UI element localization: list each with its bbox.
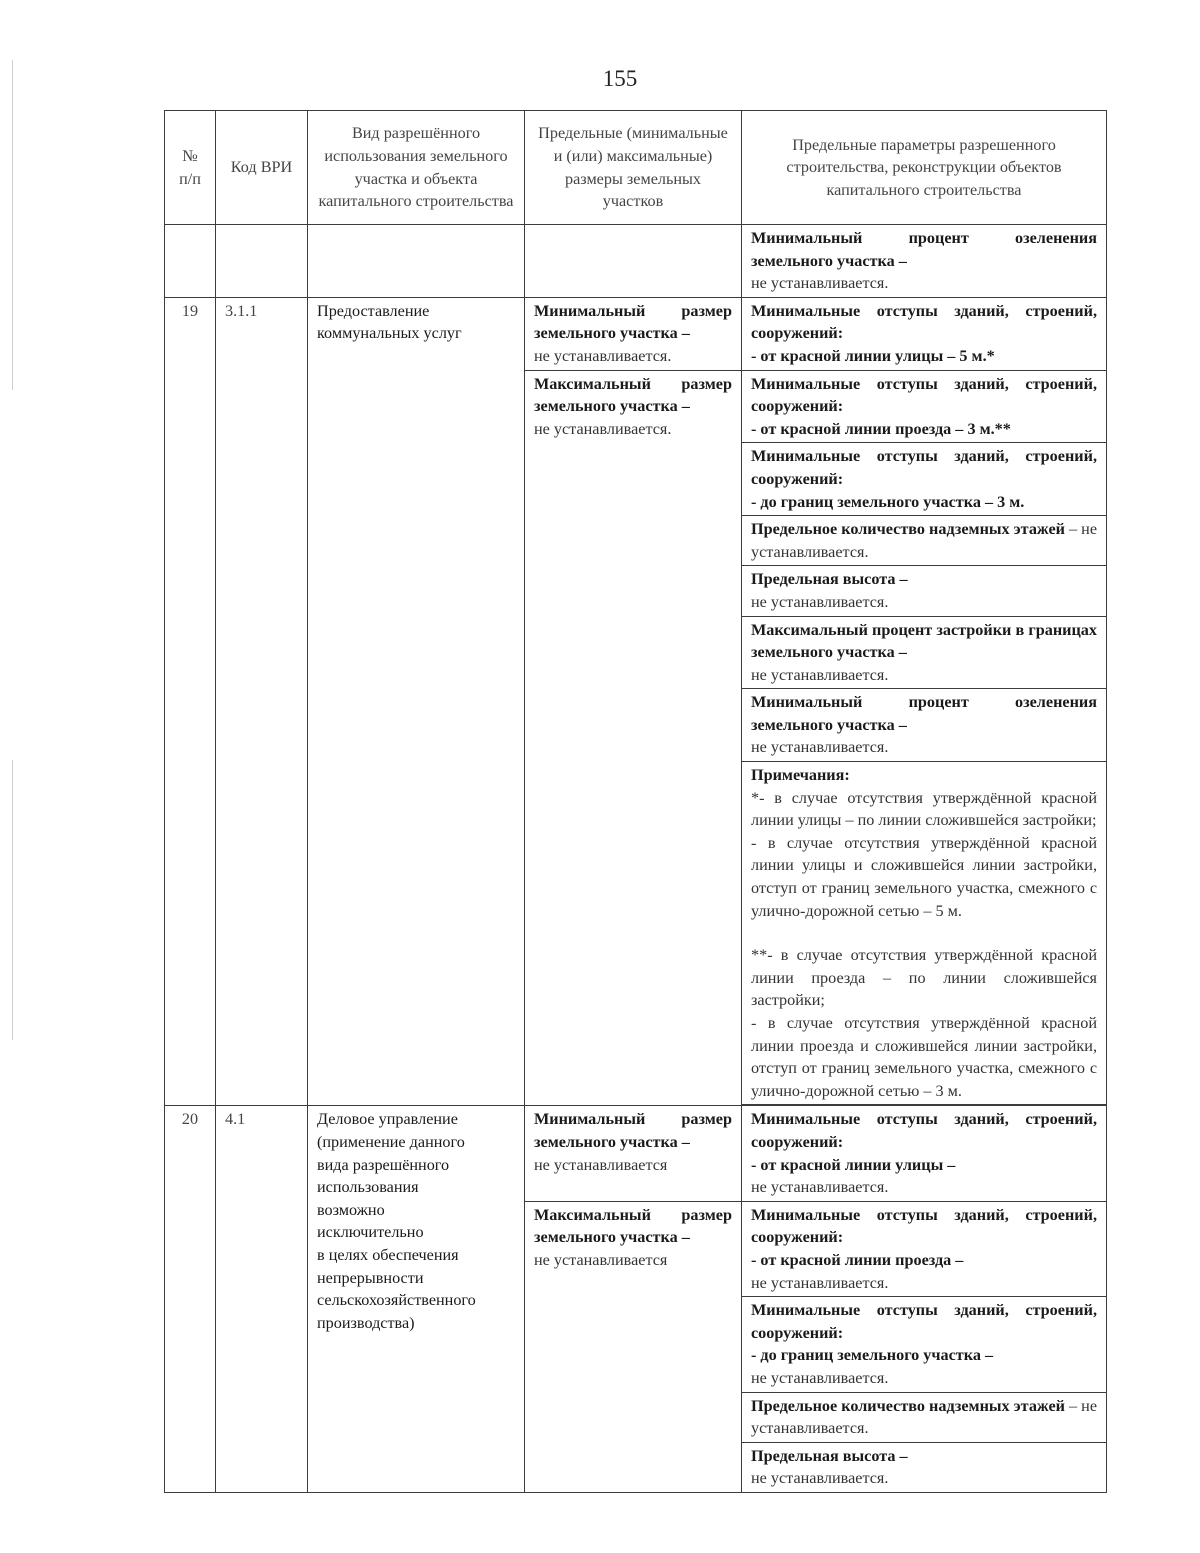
row-code: 3.1.1 [216,297,308,1106]
param-cell [742,297,1107,370]
note-text: *- в случае отсутствия утверждённой красной линии улицы – по линии сложившейся застройки; [751,788,1097,830]
param-cell [742,1297,1107,1392]
header-num: № п/п [165,111,216,225]
cell-empty [525,225,742,298]
note-text: - в случае отсутствия утверждённой красной линии проезда и сложившейся линии застройки, отступ от границ земельного участка, смежного с улично-дорожной сетью – 3 м. [751,1014,1097,1100]
table-header-row [165,111,1107,225]
param-detail: - от красной линии улицы – [751,1155,956,1174]
scan-margin-line [12,760,13,1040]
notes-title: Примечания: [751,766,850,785]
min-size-value: не устанавливается. [534,346,672,365]
table-row-20 [165,1106,1107,1201]
param-detail: - от красной линии улицы – 5 м.* [751,346,995,365]
note-gap [751,922,1097,944]
param-cell [742,1392,1107,1442]
row-use-type [308,1106,525,1493]
min-size-cell [525,1106,742,1201]
param-value: не устанавливается. [751,592,889,611]
param-cell [742,1106,1107,1201]
param-title: Минимальные отступы зданий, строений, сооружений: [751,1110,1097,1151]
cell-empty [165,225,216,298]
param-value: не устанавливается. [751,1178,889,1197]
param-title: Минимальный процент озеленения земельного участка – [751,693,1097,734]
permitted-use-table [164,110,1107,1493]
param-title: Предельная высота – [751,1446,908,1465]
param-value: не устанавливается. [751,738,889,757]
row-number: 20 [165,1106,216,1493]
param-title: Минимальные отступы зданий, строений, сооружений: [751,374,1097,416]
param-title: Минимальные отступы зданий, строений, сооружений: [751,1301,1097,1342]
param-value: – не устанавливается. [751,1396,1098,1438]
use-type-line: вида разрешённого [317,1155,450,1174]
cell-empty [308,225,525,298]
param-value: не устанавливается. [751,1469,889,1488]
page-number: 155 [602,66,638,91]
header-plot-sizes: Предельные (минимальные и (или) максимальные) размеры земельных участков [525,111,742,225]
use-type-line: использования [317,1178,419,1197]
row-number: 19 [165,297,216,1106]
param-title: Предельное количество надземных этажей [751,1396,1065,1415]
max-size-cell [525,1201,742,1492]
row-use-type: Предоставление коммунальных услуг [308,297,525,1106]
param-value: не устанавливается. [751,1368,889,1387]
header-build-params: Предельные параметры разрешенного строительства, реконструкции объектов капитального строительства [742,111,1107,225]
param-cell [742,516,1107,566]
use-type-line: возможно [317,1200,385,1219]
param-title: Предельное количество надземных этажей [751,520,1065,539]
min-size-value: не устанавливается [534,1155,668,1174]
param-detail: - до границ земельного участка – [751,1346,994,1365]
use-type-line: исключительно [317,1223,424,1242]
param-value: – не устанавливается. [751,520,1098,561]
row-code: 4.1 [216,1106,308,1493]
use-type-line: непрерывности [317,1268,424,1287]
param-cell [742,370,1107,443]
param-cell [742,689,1107,762]
param-cell [742,616,1107,689]
note-text: - в случае отсутствия утверждённой красной линии улицы и сложившейся линии застройки, отступ от границ земельного участка, смежного с улично-дорожной сетью – 5 м. [751,833,1097,920]
header-use-type: Вид разрешённого использования земельного участка и объекта капитального строительства [308,111,525,225]
param-cell [742,566,1107,616]
use-type-line: Деловое управление [317,1110,458,1129]
max-size-value: не устанавливается [534,1250,668,1269]
use-type-line: (применение данного [317,1132,465,1151]
param-title: Предельная высота – [751,570,908,589]
use-type-line: сельскохозяйственного [317,1291,476,1310]
max-size-value: не устанавливается. [534,419,672,438]
use-type-line: в целях обеспечения [317,1245,459,1264]
param-title: Минимальные отступы зданий, строений, сооружений: [751,1205,1097,1247]
header-code: Код ВРИ [216,111,308,225]
note-text: **- в случае отсутствия утверждённой красной линии проезда – по линии сложившейся застройки; [751,946,1097,1010]
min-size-title: Минимальный размер земельного участка – [534,301,732,343]
param-cell [742,443,1107,516]
param-value: не устанавливается. [751,665,889,684]
min-size-cell [525,297,742,370]
param-title: Минимальные отступы зданий, строений, сооружений: [751,301,1097,343]
scan-margin-line [12,60,13,390]
param-cell [742,225,1107,298]
max-size-cell [525,370,742,1106]
param-value: не устанавливается. [751,274,889,293]
param-value: не устанавливается. [751,1273,889,1292]
min-size-title: Минимальный размер земельного участка – [534,1110,732,1151]
max-size-title: Максимальный размер земельного участка – [534,1205,732,1247]
param-title: Максимальный процент застройки в границах земельного участка – [751,620,1097,662]
param-cell [742,1442,1107,1492]
param-title: Минимальные отступы зданий, строений, сооружений: [751,447,1097,488]
param-detail: - до границ земельного участка – 3 м. [751,492,1025,511]
table-row [165,225,1107,298]
notes-cell [742,762,1107,1105]
param-detail: - от красной линии проезда – 3 м.** [751,419,1011,438]
use-type-line: производства) [317,1313,415,1332]
table-row-19 [165,297,1107,370]
param-detail: - от красной линии проезда – [751,1250,964,1269]
param-cell [742,1201,1107,1296]
max-size-title: Максимальный размер земельного участка – [534,374,732,416]
cell-empty [216,225,308,298]
param-title: Минимальный процент озеленения земельного участка – [751,229,1097,270]
